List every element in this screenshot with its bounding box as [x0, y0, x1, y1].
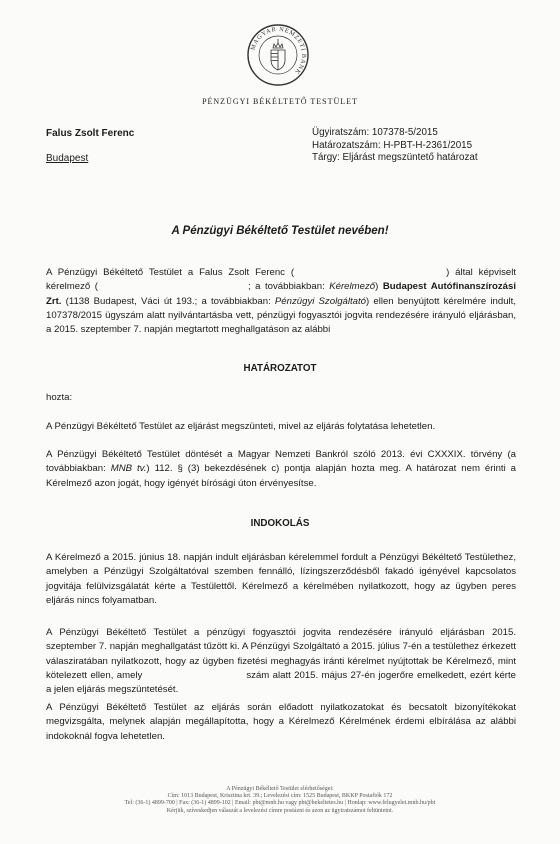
document-title: A Pénzügyi Békéltető Testület nevében!	[171, 225, 389, 237]
reasoning-paragraph-1: A Kérelmező a 2015. június 18. napján indult eljárásban kérelemmel fordult a Pénzügyi Békéltető Testülethez, amelyben a Pénzügyi Szolgáltatóval szemben fennálló, lízingszerződésből fakadó igényével kapcsolatos jogvitája felülvizsgálatát kérte a Testülettől. Kérelmező a kérelmében nyilatkozott, hogy az ügyben peres eljárás nincs folyamatban.	[46, 552, 516, 606]
hozta-label: hozta:	[46, 392, 73, 403]
recipient-city: Budapest	[46, 153, 89, 164]
case-number: Ügyiratszám: 107378-5/2015	[312, 127, 438, 138]
recipient-name: Falus Zsolt Ferenc	[46, 128, 135, 139]
footer-line: A Pénzügyi Békéltető Testület elérhetőségei:	[226, 786, 334, 792]
seal-text: MAGYAR NEMZETI BANK	[249, 25, 308, 76]
reasoning-paragraph-3: A Pénzügyi Békéltető Testület az eljárás során előadott nyilatkozatokat és becsatolt bizonyítékokat megvizsgálta, melynek alapján megállapította, hogy a Kérelmező Kérelmének érdemi elbírálása az alábbi indokoknál fogva lehetetlen.	[46, 702, 516, 742]
national-bank-seal	[246, 23, 310, 87]
decision-paragraph-2: A Pénzügyi Békéltető Testület döntését a Magyar Nemzeti Bankról szóló 2013. évi CXXXIX. törvény (a továbbiakban: MNB tv.) 112. § (3) bekezdésének c) pontja alapján hozta meg. A határozat nem érinti a Kérelmező azon jogát, hogy igényét bírósági úton érvényesítse.	[46, 449, 517, 489]
reasoning-paragraph-2: A Pénzügyi Békéltető Testület a pénzügyi fogyasztói jogvita rendezésére irányuló eljárásban 2015. szeptember 7. napján meghallgatást tűzött ki. A Pénzügyi Szolgáltató a 2015. július 7-én a testülethez érkezett válasziratában nyilatkozott, hogy az ügyben fizetési meghagyás iránti kérelmet nyújtottak be Kérelmező, mint kötelezett ellen, amely szám alatt 2015. május 27-én jogerőre emelkedett, ezért kérte a jelen eljárás megszüntetését.	[46, 627, 516, 696]
coat-of-arms-icon	[271, 39, 285, 70]
contact-footer	[0, 786, 560, 815]
footer-line: Cím: 1013 Budapest, Krisztina krt. 39.; Levelezési cím: 1525 Budapest, BKKP Postafiók 172	[167, 793, 393, 800]
footer-line: Kérjük, szíveskedjen válaszát a levelezési címre postázni és azon az ügyiratszámot feltüntetni.	[166, 807, 394, 814]
decision-paragraph-1: A Pénzügyi Békéltető Testület az eljárást megszünteti, mivel az eljárás folytatása lehetetlen.	[46, 421, 436, 432]
decision-heading: HATÁROZATOT	[243, 363, 317, 374]
reasoning-heading: INDOKOLÁS	[250, 518, 310, 529]
subject-line: Tárgy: Eljárást megszüntető határozat	[312, 152, 478, 163]
organization-name: PÉNZÜGYI BÉKÉLTETŐ TESTÜLET	[202, 97, 358, 106]
intro-paragraph: A Pénzügyi Békéltető Testület a Falus Zsolt Ferenc ( ) által képviselt kérelmező ( ; a továbbiakban: Kérelmező) Budapest Autófinanszírozási Zrt. (1138 Budapest, Váci út 193.; a továbbiakban: Pénzügyi Szolgáltató) ellen benyújtott kérelmére indult, 107378/2015 ügyszám alatt nyilvántartásba vett, pénzügyi fogyasztói jogvita rendezésére irányuló eljárásban, a 2015. szeptember 7. napján megtartott meghallgatáson az alábbi	[46, 267, 517, 336]
decision-number: Határozatszám: H-PBT-H-2361/2015	[312, 139, 473, 151]
footer-line: Tel: (36-1) 4899-700 | Fax: (36-1) 4899-102 | Email: pbt@mnb.hu vagy pbt@bekeltetes.hu | Honlap: www.felugyelet.mnb.hu/pbt	[124, 800, 436, 807]
reference-block	[312, 127, 478, 165]
